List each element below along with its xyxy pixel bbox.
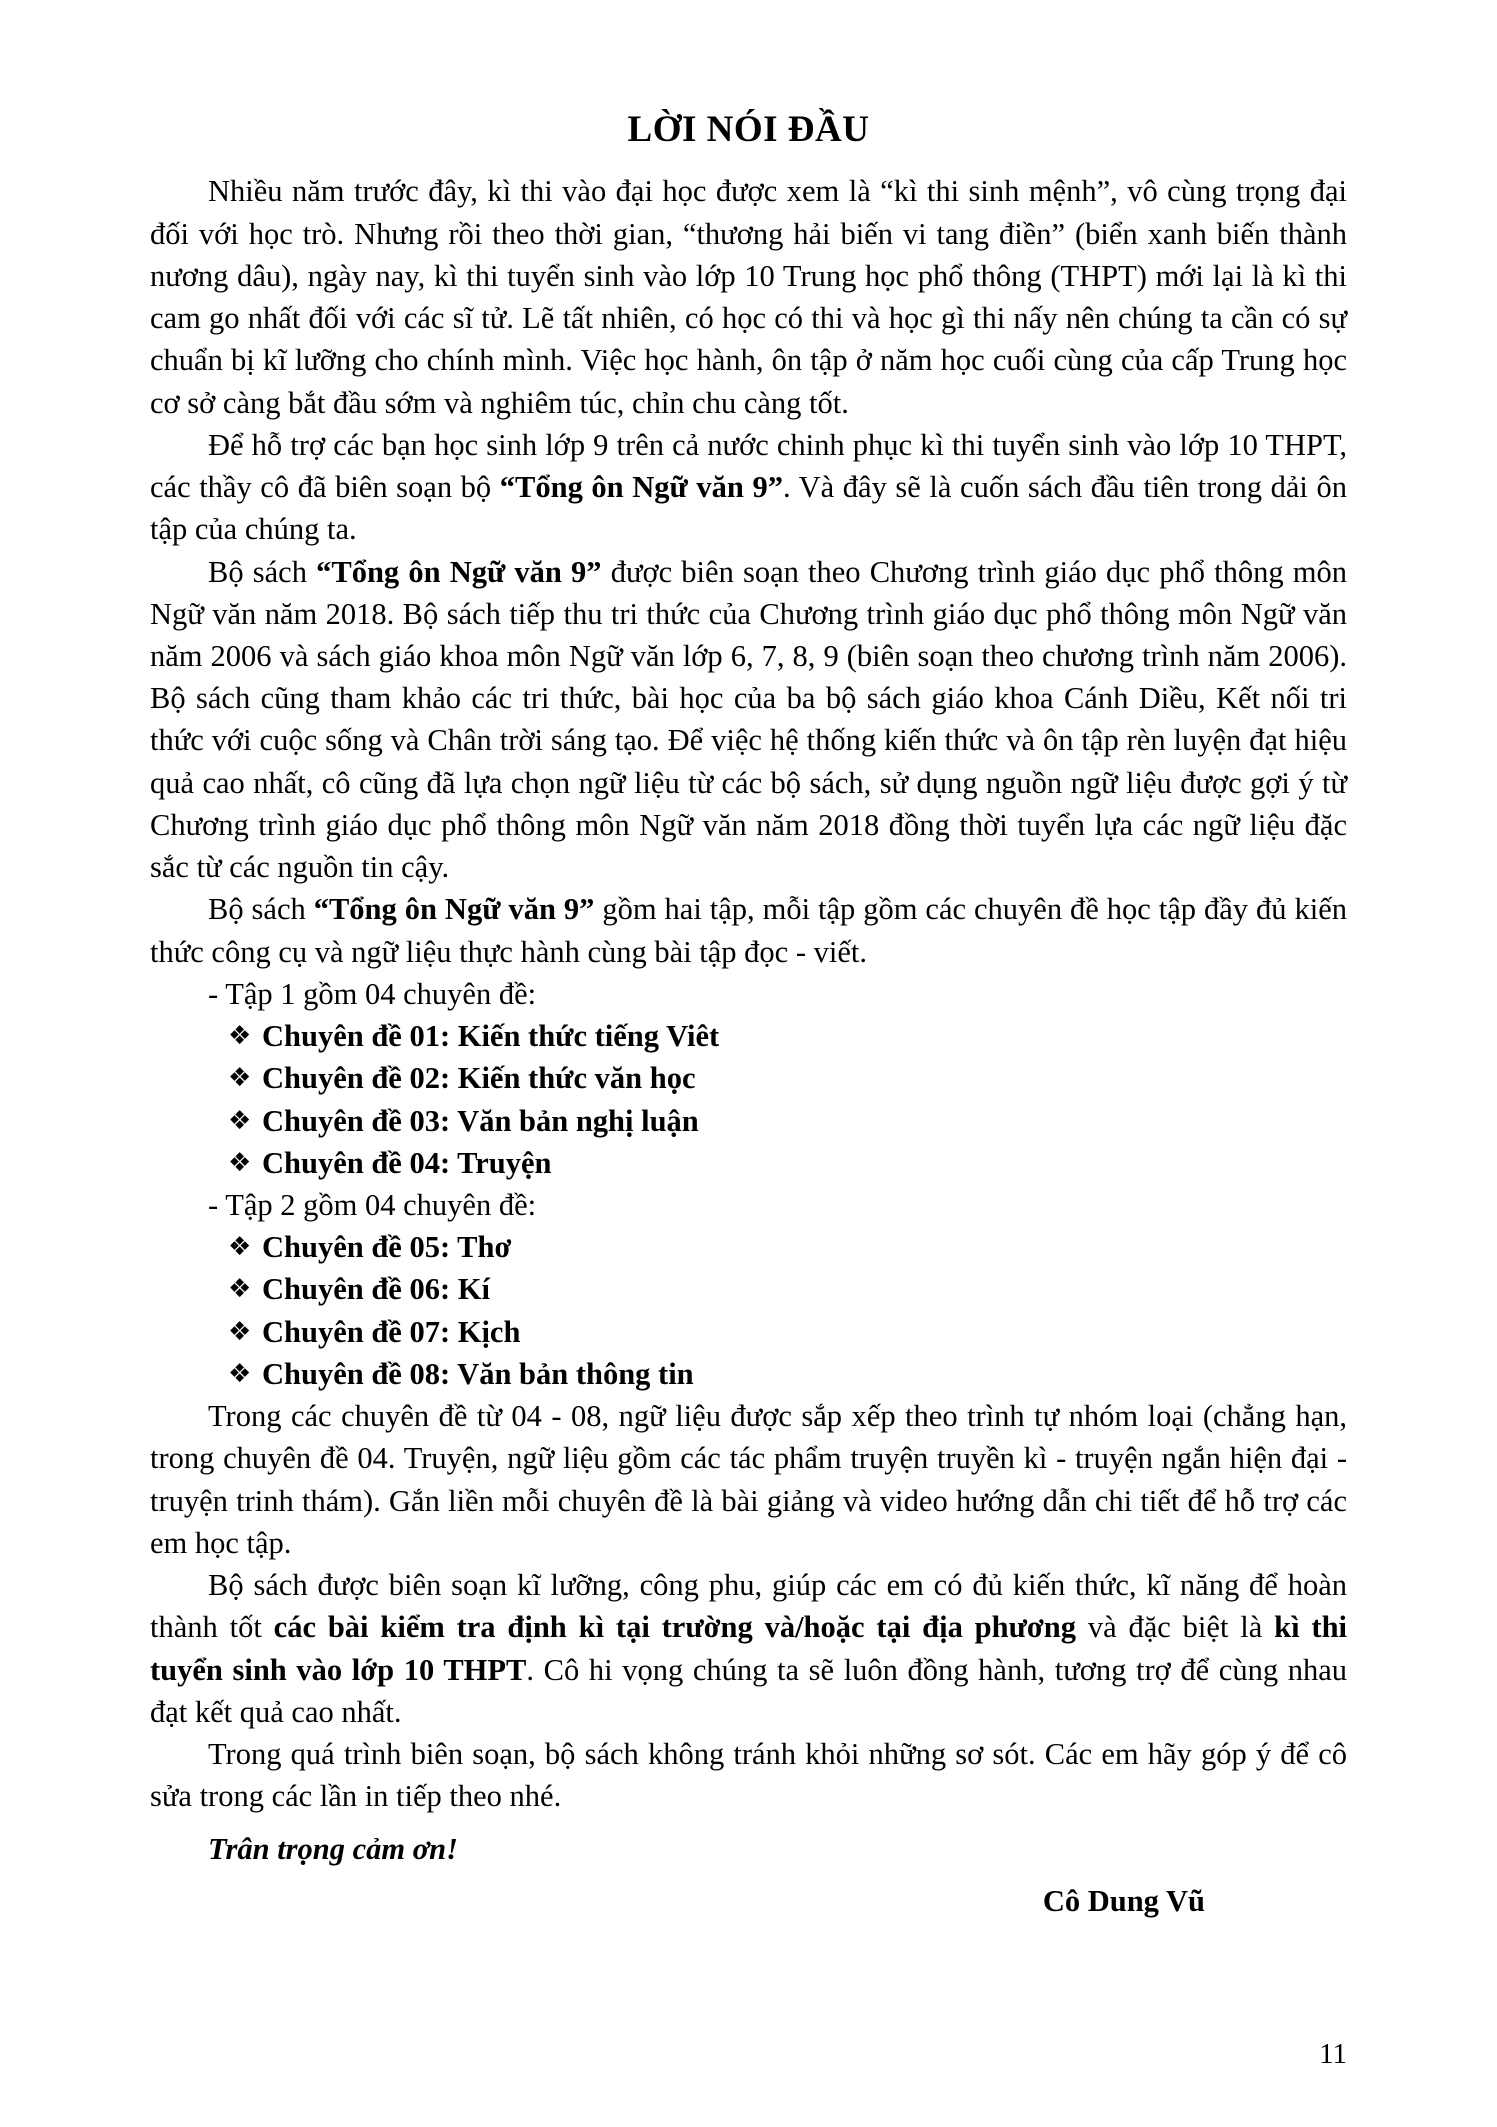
paragraph-exam-text-1: Bộ sách được biên soạn kĩ lưỡng, công phu, giúp các em có đủ kiến thức, kĩ năng để hoàn thành tốt bbox=[150, 1568, 1347, 1645]
list-item-label: Chuyên đề 04: Truyện bbox=[262, 1145, 552, 1180]
book-title-2: “Tổng ôn Ngữ văn 9” bbox=[316, 554, 602, 589]
paragraph-ordering-text: Trong các chuyên đề từ 04 - 08, ngữ liệu được sắp xếp theo trình tự nhóm loại (chẳng hạn, trong chuyên đề 04. Truyện, ngữ liệu gồm các tác phẩm truyện truyền kì - truyện ngắn hiện đại - truyện trinh thám). Gắn liền mỗi chuyên đề là bài giảng và video hướng dẫn chi tiết để hỗ trợ các em học tập. bbox=[150, 1399, 1347, 1560]
list-item-label: Chuyên đề 05: Thơ bbox=[262, 1230, 512, 1265]
paragraph-feedback-text: Trong quá trình biên soạn, bộ sách không tránh khỏi những sơ sót. Các em hãy góp ý để cô sửa trong các lần in tiếp theo nhé. bbox=[150, 1737, 1347, 1814]
paragraph-support bbox=[150, 424, 1347, 551]
paragraph-exam bbox=[150, 1564, 1347, 1733]
paragraph-intro-text: Nhiều năm trước đây, kì thi vào đại học được xem là “kì thi sinh mệnh”, vô cùng trọng đại đối với học trò. Nhưng rồi theo thời gian, “thương hải biến vi tang điền” (biển xanh biến thành nương dâu), ngày nay, kì thi tuyển sinh vào lớp 10 Trung học phổ thông (THPT) mới lại là kì thi cam go nhất đối với các sĩ tử. Lẽ tất nhiên, có học có thi và học gì thi nấy nên chúng ta cần có sự chuẩn bị kĩ lưỡng cho chính mình. Việc học hành, ôn tập ở năm học cuối cùng của cấp Trung học cơ sở càng bắt đầu sớm và nghiêm túc, chỉn chu càng tốt. bbox=[150, 174, 1347, 420]
paragraph-ordering bbox=[150, 1395, 1347, 1564]
diamond-bullet-icon: ❖ bbox=[228, 1316, 252, 1347]
diamond-bullet-icon: ❖ bbox=[228, 1147, 252, 1178]
diamond-bullet-icon: ❖ bbox=[228, 1274, 252, 1305]
diamond-bullet-icon: ❖ bbox=[228, 1105, 252, 1136]
book-title-1: “Tổng ôn Ngữ văn 9” bbox=[499, 470, 783, 505]
closing-thanks: Trân trọng cảm ơn! bbox=[208, 1831, 458, 1866]
list-item-label: Chuyên đề 03: Văn bản nghị luận bbox=[262, 1103, 699, 1138]
page-number: 11 bbox=[1319, 2038, 1347, 2070]
paragraph-exam-text-2: và đặc biệt là bbox=[1076, 1610, 1275, 1645]
paragraph-support-text-2: . Và đây sẽ là cuốn sách đầu tiên trong dải ôn tập của chúng ta. bbox=[150, 470, 1347, 547]
paragraph-structure-text-1: Bộ sách bbox=[208, 892, 314, 927]
list-item bbox=[150, 1015, 1347, 1057]
diamond-bullet-icon: ❖ bbox=[228, 1232, 252, 1263]
list-item bbox=[150, 1268, 1347, 1310]
volume-1-label: - Tập 1 gồm 04 chuyên đề: bbox=[208, 976, 537, 1011]
emphasis-tests: các bài kiểm tra định kì tại trường và/hoặc tại địa phương bbox=[273, 1610, 1077, 1645]
paragraph-exam-text-3: . Cô hi vọng chúng ta sẽ luôn đồng hành, tương trợ để cùng nhau đạt kết quả cao nhất. bbox=[150, 1652, 1348, 1729]
emphasis-entrance-exam: kì thi tuyển sinh vào lớp 10 THPT bbox=[150, 1610, 1348, 1687]
list-item bbox=[150, 1311, 1347, 1353]
paragraph-curriculum-text-1: Bộ sách bbox=[208, 554, 317, 589]
book-title-3: “Tổng ôn Ngữ văn 9” bbox=[313, 892, 595, 927]
list-item-label: Chuyên đề 01: Kiến thức tiếng Viêt bbox=[262, 1019, 720, 1054]
author-signature: Cô Dung Vũ bbox=[1042, 1883, 1205, 1918]
volume-2-label: - Tập 2 gồm 04 chuyên đề: bbox=[208, 1188, 537, 1223]
paragraph-structure bbox=[150, 888, 1347, 972]
list-item-label: Chuyên đề 08: Văn bản thông tin bbox=[262, 1356, 694, 1391]
diamond-bullet-icon: ❖ bbox=[228, 1358, 252, 1389]
list-item bbox=[150, 1353, 1347, 1395]
list-item-label: Chuyên đề 07: Kịch bbox=[262, 1314, 521, 1349]
list-item bbox=[150, 1142, 1347, 1184]
paragraph-curriculum bbox=[150, 551, 1347, 889]
diamond-bullet-icon: ❖ bbox=[228, 1021, 252, 1052]
list-item bbox=[150, 1226, 1347, 1268]
list-item-label: Chuyên đề 06: Kí bbox=[262, 1272, 490, 1307]
list-item bbox=[150, 1100, 1347, 1142]
paragraph-curriculum-text-2: được biên soạn theo Chương trình giáo dục phổ thông môn Ngữ văn năm 2018. Bộ sách tiếp thu tri thức của Chương trình giáo dục phổ thông môn Ngữ văn năm 2006 và sách giáo khoa môn Ngữ văn lớp 6, 7, 8, 9 (biên soạn theo chương trình năm 2006). Bộ sách cũng tham khảo các tri thức, bài học của ba bộ sách giáo khoa Cánh Diều, Kết nối tri thức với cuộc sống và Chân trời sáng tạo. Để việc hệ thống kiến thức và ôn tập rèn luyện đạt hiệu quả cao nhất, cô cũng đã lựa chọn ngữ liệu từ các bộ sách, sử dụng nguồn ngữ liệu được gợi ý từ Chương trình giáo dục phổ thông môn Ngữ văn năm 2018 đồng thời tuyển lựa các ngữ liệu đặc sắc từ các nguồn tin cậy. bbox=[150, 554, 1347, 885]
paragraph-structure-text-2: gồm hai tập, mỗi tập gồm các chuyên đề học tập đầy đủ kiến thức công cụ và ngữ liệu thực hành cùng bài tập đọc - viết. bbox=[150, 892, 1347, 969]
paragraph-support-text-1: Để hỗ trợ các bạn học sinh lớp 9 trên cả nước chinh phục kì thi tuyển sinh vào lớp 10 THPT, các thầy cô đã biên soạn bộ bbox=[150, 427, 1347, 505]
list-item bbox=[150, 1057, 1347, 1099]
paragraph-intro bbox=[150, 170, 1347, 423]
list-item-label: Chuyên đề 02: Kiến thức văn học bbox=[262, 1061, 696, 1096]
diamond-bullet-icon: ❖ bbox=[228, 1063, 252, 1094]
paragraph-feedback bbox=[150, 1733, 1347, 1817]
page-title: LỜI NÓI ĐẦU bbox=[627, 109, 870, 150]
